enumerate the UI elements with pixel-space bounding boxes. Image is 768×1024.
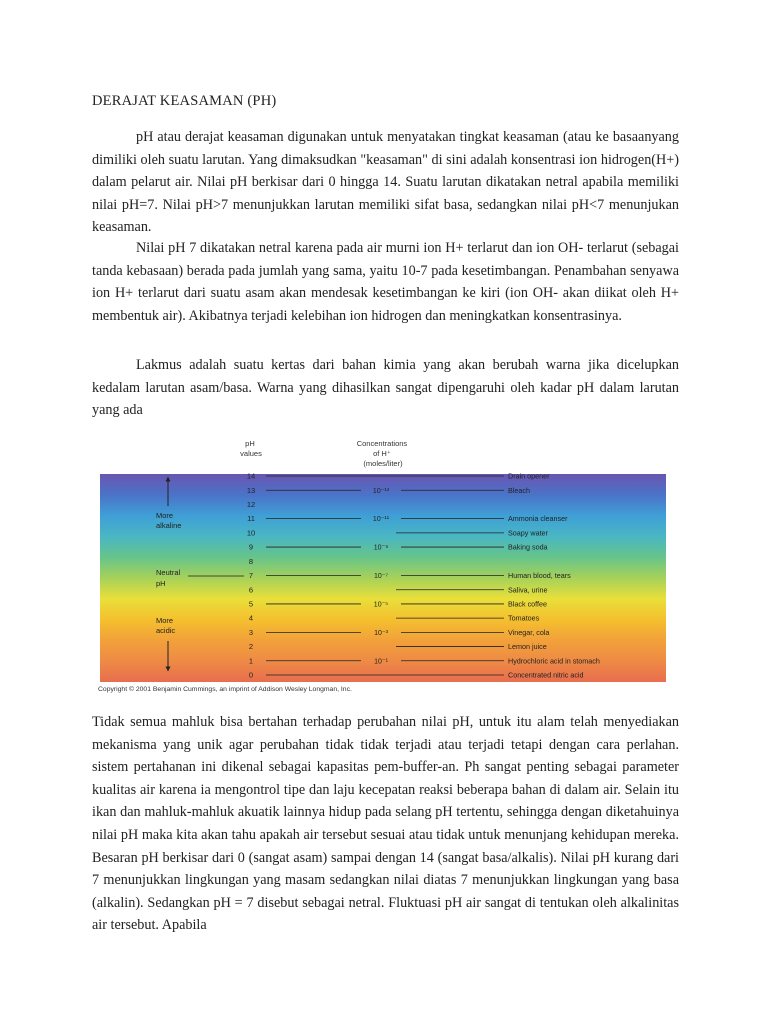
- neutral-line-1: Neutral: [156, 568, 181, 577]
- concentration-label-ph-11: 10⁻¹¹: [372, 516, 390, 524]
- ph-tick-label-9: 9: [248, 542, 254, 552]
- ph-tick-label-3: 3: [248, 627, 254, 637]
- substance-label-ph-0: Concentrated nitric acid: [508, 670, 584, 680]
- acidic-line-2: acidic: [156, 626, 176, 635]
- ph-tick-label-13: 13: [246, 485, 256, 495]
- paragraph-buffer-capacity: Tidak semua mahluk bisa bertahan terhadap perubahan nilai pH, untuk itu alam telah menyediakan mekanisma yang unik agar perubahan tidak tidak terjadi atau terjadi tetapi dengan cara perlahan. sistem pertahanan ini dikenal sebagai kapasitas pem-buffer-an. Ph sangat penting sebagai parameter kualitas air karena ia mengontrol tipe dan laju kecepatan reaksi beberapa bahan di dalam air. Selain itu ikan dan mahluk-mahluk akuatik lainnya hidup pada selang pH tertentu, sehingga dengan diketahuinya nilai pH maka kita akan tahu apakah air tersebut sesuai atau tidak untuk menunjang kehidupan mereka. Besaran pH berkisar dari 0 (sangat asam) sampai dengan 14 (sangat basa/alkalis). Nilai pH kurang dari 7 menunjukkan lingkungan yang masam sedangkan nilai diatas 7 menunjukkan lingkungan yang basa (alkalin). Sedangkan pH = 7 disebut sebagai netral. Fluktuasi pH air sangat di tentukan oleh alkalinitas air tersebut. Apabila: [92, 714, 679, 934]
- ph-header-line-1: pH: [245, 439, 255, 448]
- ph-header-line-2: values: [240, 449, 262, 458]
- substance-label-ph-2: Lemon juice: [508, 642, 547, 652]
- substance-label-ph-4: Tomatoes: [508, 613, 540, 623]
- ph-tick-label-10: 10: [246, 528, 256, 538]
- substance-label-ph-6: Saliva, urine: [508, 585, 548, 595]
- concentration-label-ph-1: 10⁻¹: [374, 658, 388, 666]
- conc-header-line-2: of H⁺: [373, 449, 391, 458]
- paragraph-neutral-ph: Nilai pH 7 dikatakan netral karena pada air murni ion H+ terlarut dan ion OH- terlarut (sebagai tanda kebasaan) berada pada jumlah yang sama, yaitu 10-7 pada kesetimbangan. Penambahan senyawa ion H+ terlarut dari suatu asam akan mendesak kesetimbangan ke kiri (ion OH- akan diikat oleh H+ membentuk air). Akibatnya terjadi kelebihan ion hidrogen dan meningkatkan konsentrasinya.: [92, 240, 679, 324]
- concentration-column-header: [357, 439, 410, 468]
- ph-column-header: [240, 439, 262, 458]
- substance-label-ph-13: Bleach: [508, 485, 530, 495]
- ph-scale-figure: [96, 436, 676, 698]
- ph-tick-label-12: 12: [246, 500, 256, 510]
- substance-label-ph-11: Ammonia cleanser: [508, 514, 568, 524]
- concentration-label-ph-9: 10⁻⁹: [373, 544, 389, 552]
- substance-label-ph-5: Black coffee: [508, 599, 548, 609]
- alkaline-line-1: More: [156, 511, 174, 520]
- substance-label-ph-1: Hydrochloric acid in stomach: [508, 656, 600, 666]
- acidic-line-1: More: [156, 616, 174, 625]
- concentration-label-ph-3: 10⁻³: [374, 629, 388, 637]
- ph-tick-label-2: 2: [248, 642, 254, 652]
- concentration-label-ph-7: 10⁻⁷: [373, 573, 389, 581]
- substance-label-ph-9: Baking soda: [508, 542, 548, 552]
- ph-tick-label-8: 8: [248, 556, 254, 566]
- concentration-label-ph-13: 10⁻¹³: [372, 487, 390, 495]
- ph-tick-label-11: 11: [247, 514, 255, 524]
- substance-label-ph-14: Drain opener: [508, 471, 550, 481]
- neutral-line-2: pH: [156, 579, 166, 588]
- document-heading: DERAJAT KEASAMAN (PH): [92, 93, 277, 109]
- alkaline-line-2: alkaline: [156, 521, 182, 530]
- ph-tick-label-14: 14: [246, 471, 256, 481]
- ph-tick-label-5: 5: [248, 599, 254, 609]
- ph-tick-label-0: 0: [248, 670, 254, 680]
- copyright-caption: Copyright © 2001 Benjamin Cummings, an imprint of Addison Wesley Longman, Inc.: [98, 686, 352, 693]
- conc-header-line-3: (moles/liter): [363, 459, 403, 468]
- ph-tick-label-7: 7: [248, 571, 254, 581]
- substance-label-ph-7: Human blood, tears: [508, 571, 571, 581]
- ph-tick-label-6: 6: [248, 585, 254, 595]
- ph-tick-label-1: 1: [248, 656, 254, 666]
- concentration-label-ph-5: 10⁻⁵: [373, 601, 389, 609]
- conc-header-line-1: Concentrations: [356, 439, 408, 448]
- substance-label-ph-3: Vinegar, cola: [508, 627, 550, 637]
- ph-scale-diagram: [96, 436, 676, 698]
- paragraph-ph-definition: pH atau derajat keasaman digunakan untuk menyatakan tingkat keasaman (atau ke basaanyang dimiliki oleh suatu larutan. Yang dimaksudkan "keasaman" di sini adalah konsentrasi ion hidrogen(H+) dalam pelarut air. Nilai pH berkisar dari 0 hingga 14. Suatu larutan dikatakan netral apabila memiliki nilai pH=7. Nilai pH>7 menunjukkan larutan memiliki sifat basa, sedangkan nilai pH<7 menunjukan keasaman.: [92, 129, 679, 235]
- paragraph-litmus: Lakmus adalah suatu kertas dari bahan kimia yang akan berubah warna jika dicelupkan kedalam larutan asam/basa. Warna yang dihasilkan sangat dipengaruhi oleh kadar pH dalam larutan yang ada: [92, 357, 679, 418]
- ph-tick-label-4: 4: [248, 613, 254, 623]
- substance-label-ph-10: Soapy water: [508, 528, 548, 538]
- more-acidic-label: [156, 616, 175, 635]
